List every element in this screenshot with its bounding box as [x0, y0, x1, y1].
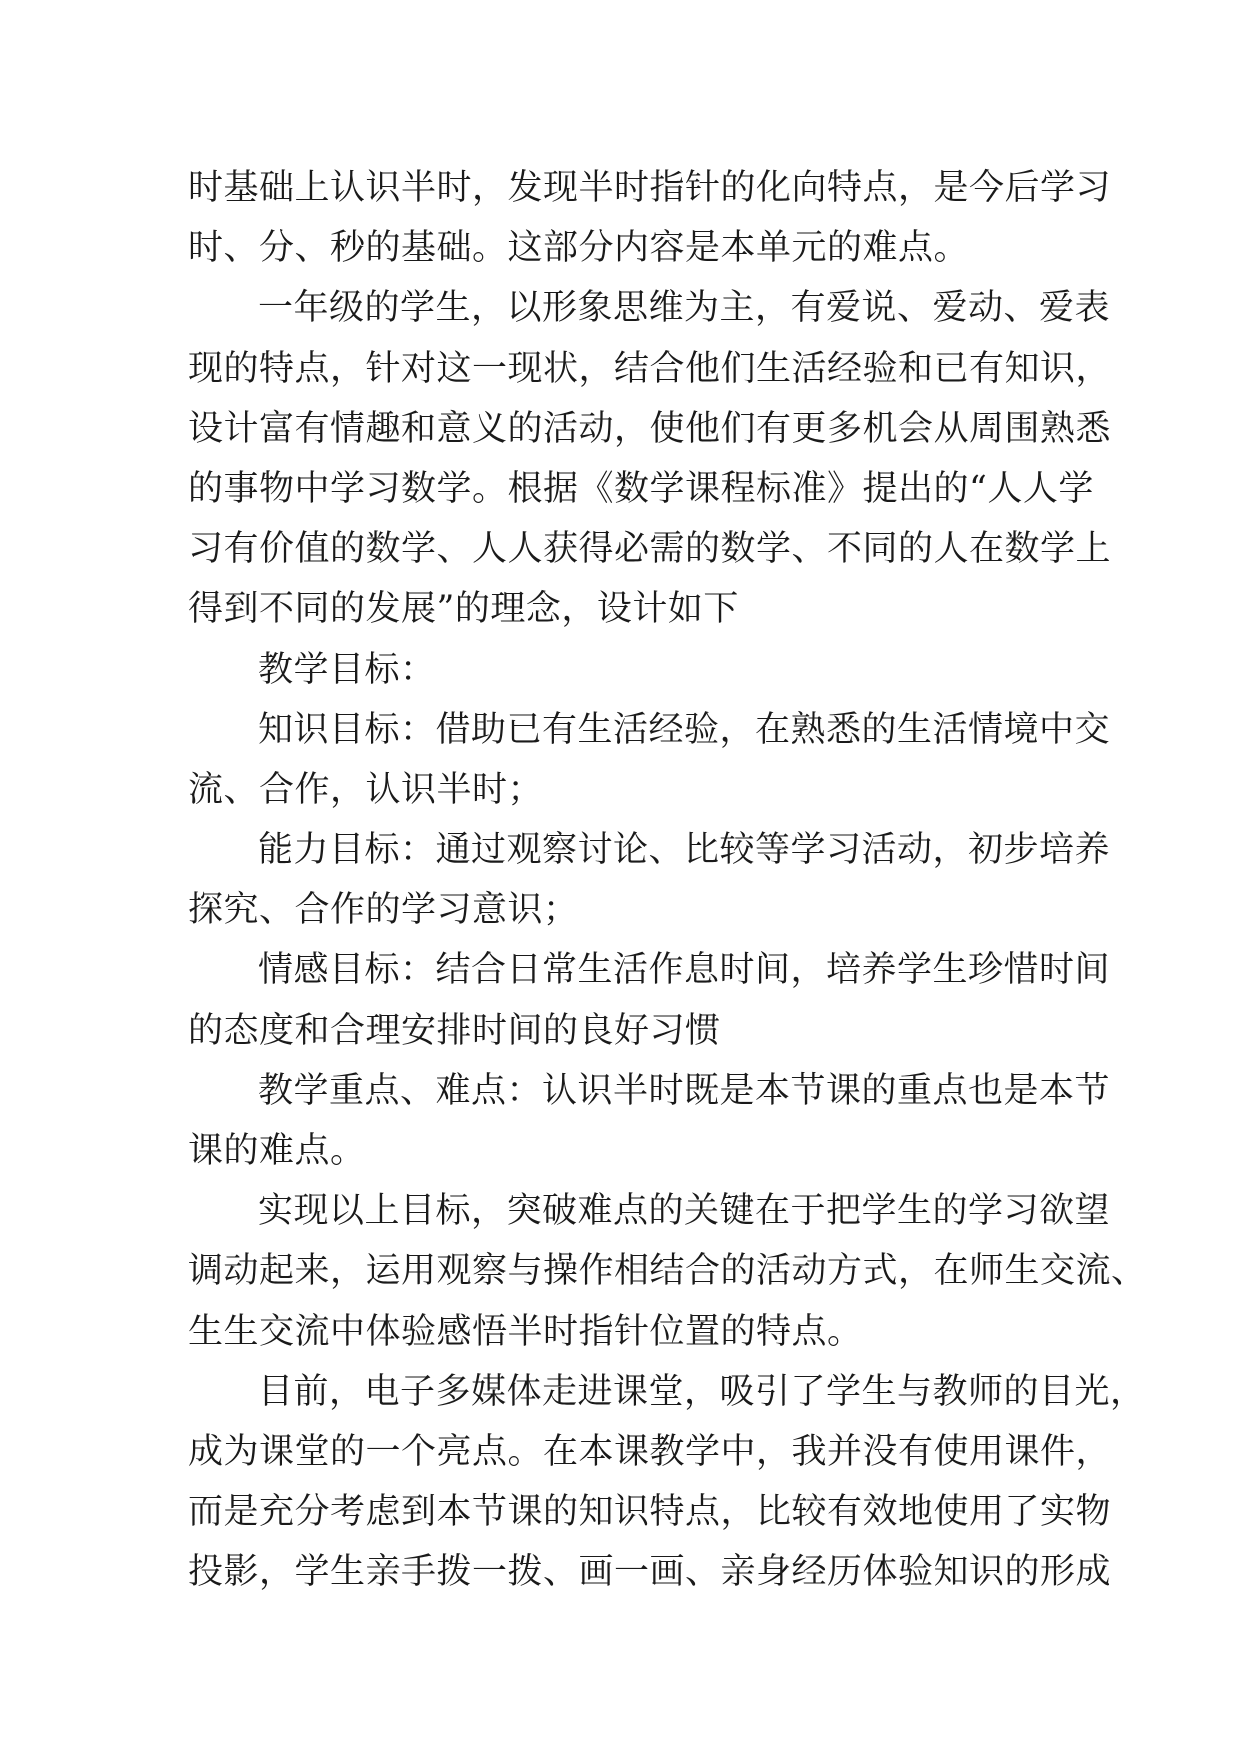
text-line: 教学重点、难点：认识半时既是本节课的重点也是本节 — [258, 1070, 1111, 1111]
text-line: 时基础上认识半时，发现半时指针的化向特点，是今后学习 — [188, 168, 1112, 208]
text-line: 流、合作，认识半时； — [188, 769, 544, 810]
text-line: 而是充分考虑到本节课的知识特点，比较有效地使用了实物 — [188, 1492, 1112, 1533]
text-line: 的事物中学习数学。根据《数学课程标准》提出的“人人学 — [188, 468, 1094, 509]
text-line: 课的难点。 — [188, 1131, 366, 1171]
text-line: 目前，电子多媒体走进课堂，吸引了学生与教师的目光， — [258, 1371, 1146, 1412]
text-line: 实现以上目标，突破难点的关键在于把学生的学习欲望 — [258, 1191, 1111, 1232]
text-line: 知识目标：借助已有生活经验，在熟悉的生活情境中交 — [258, 709, 1111, 750]
text-line: 成为课堂的一个亮点。在本课教学中，我并没有使用课件， — [188, 1431, 1112, 1472]
text-line: 探究、合作的学习意识； — [188, 890, 579, 931]
text-line: 情感目标：结合日常生活作息时间，培养学生珍惜时间 — [258, 950, 1111, 991]
text-line: 能力目标：通过观察讨论、比较等学习活动，初步培养 — [258, 830, 1111, 871]
text-line: 生生交流中体验感悟半时指针位置的特点。 — [188, 1311, 863, 1352]
text-line: 一年级的学生，以形象思维为主，有爱说、爱动、爱表 — [258, 288, 1111, 329]
document-body — [188, 158, 1147, 1603]
text-line: 投影，学生亲手拨一拨、画一画、亲身经历体验知识的形成 — [188, 1552, 1112, 1593]
text-line: 的态度和合理安排时间的良好习惯 — [188, 1010, 721, 1051]
text-line: 调动起来，运用观察与操作相结合的活动方式，在师生交流、 — [188, 1251, 1147, 1292]
text-line: 教学目标： — [258, 649, 436, 690]
text-line: 现的特点，针对这一现状，结合他们生活经验和已有知识， — [188, 348, 1112, 389]
text-line: 时、分、秒的基础。这部分内容是本单元的难点。 — [188, 228, 970, 269]
text-line: 习有价值的数学、人人获得必需的数学、不同的人在数学上 — [188, 529, 1112, 570]
text-line: 设计富有情趣和意义的活动，使他们有更多机会从周围熟悉 — [188, 408, 1112, 449]
text-line: 得到不同的发展”的理念，设计如下 — [188, 589, 739, 630]
